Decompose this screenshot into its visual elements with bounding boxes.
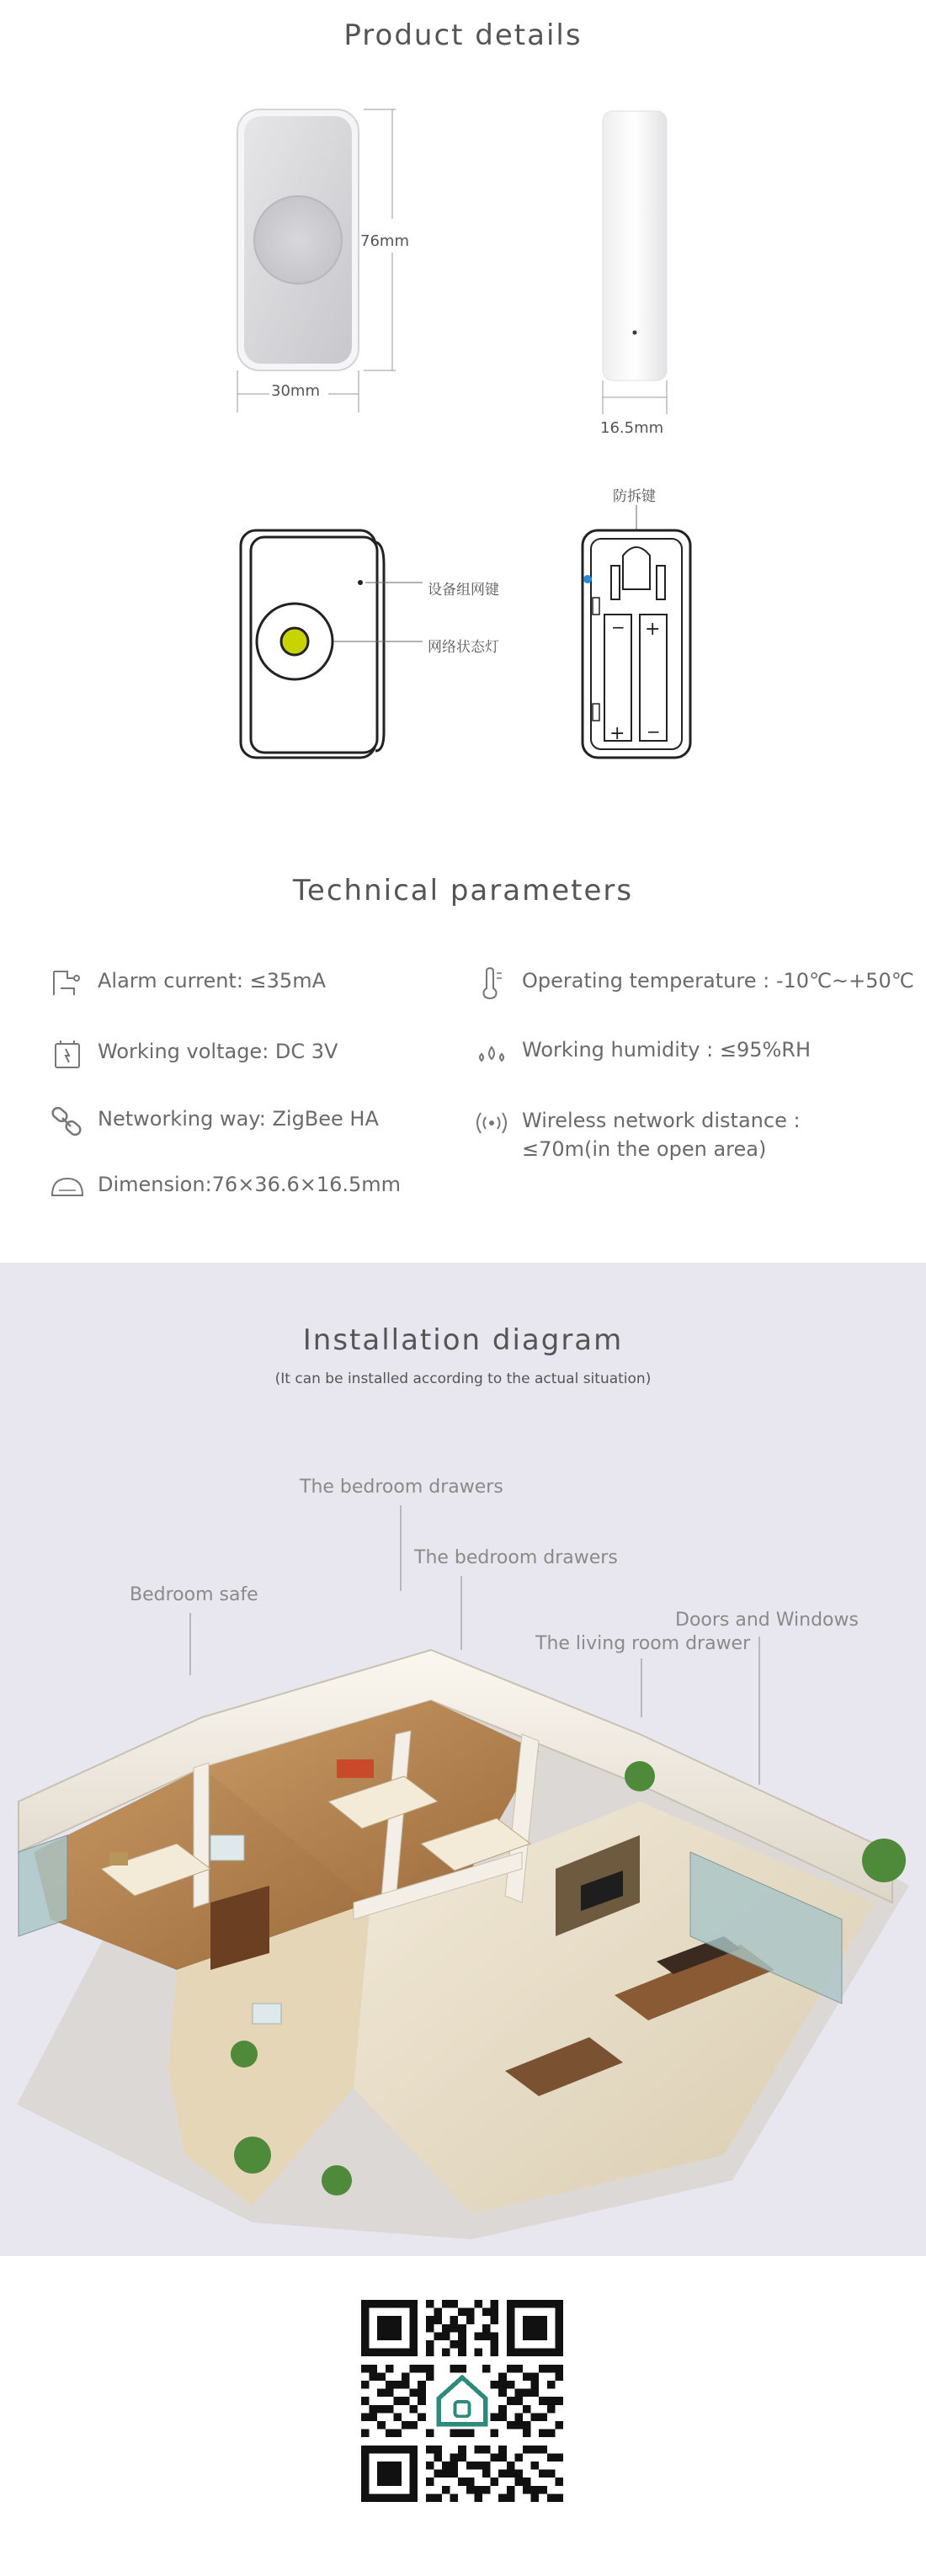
product-details-title: Product details <box>343 19 583 52</box>
svg-text:−: − <box>647 721 661 742</box>
param-text: Alarm current: ≤35mA <box>98 969 326 993</box>
sensor-front-view <box>219 101 421 421</box>
qr-code <box>361 2300 563 2502</box>
param-wireless-distance <box>473 1106 801 1163</box>
callout-bedroom-drawers-1: The bedroom drawers <box>300 1477 503 1498</box>
humidity-icon <box>473 1035 510 1069</box>
param-text: Working voltage: DC 3V <box>98 1040 338 1063</box>
callout-bedroom-safe: Bedroom safe <box>130 1584 258 1605</box>
param-text: Working humidity : ≤95%RH <box>522 1038 812 1062</box>
depth-dimension-label: 16.5mm <box>600 419 664 437</box>
sensor-side-view <box>589 101 690 421</box>
callout-bedroom-drawers-2: The bedroom drawers <box>414 1547 618 1568</box>
param-working-voltage <box>49 1037 338 1071</box>
callout-doors-windows: Doors and Windows <box>675 1610 859 1631</box>
param-text: Operating temperature : -10℃~+50℃ <box>522 969 914 993</box>
installation-subtitle: (It can be installed according to the actual situation) <box>274 1370 652 1387</box>
sensor-line-drawing-back <box>572 505 707 766</box>
param-dimension <box>49 1170 401 1204</box>
param-operating-temperature <box>473 966 914 1000</box>
height-dimension-label: 76mm <box>360 232 409 250</box>
status-light-label: 网络状态灯 <box>428 639 499 656</box>
param-alarm-current <box>49 966 326 1000</box>
sensor-line-drawing-front <box>227 514 438 766</box>
callout-living-room-drawer: The living room drawer <box>535 1633 751 1654</box>
technical-parameters-title: Technical parameters <box>292 874 634 907</box>
param-networking-way <box>49 1104 379 1138</box>
svg-text:+: + <box>645 619 661 640</box>
wireless-icon <box>473 1106 510 1140</box>
thermometer-icon <box>473 966 510 1000</box>
svg-text:+: + <box>609 723 625 744</box>
tamper-key-label: 防拆键 <box>613 488 656 505</box>
link-icon <box>49 1104 86 1138</box>
param-text-2: ≤70m(in the open area) <box>522 1137 767 1161</box>
param-text-block <box>522 1106 801 1163</box>
installation-title: Installation diagram <box>302 1323 624 1357</box>
pairing-key-label: 设备组网键 <box>428 582 499 599</box>
battery-voltage-icon <box>49 1037 86 1071</box>
param-text: Wireless network distance : <box>522 1109 801 1132</box>
param-working-humidity <box>473 1035 811 1069</box>
dimension-icon <box>49 1170 86 1204</box>
param-text: Networking way: ZigBee HA <box>98 1107 379 1131</box>
width-dimension-label: 30mm <box>271 382 320 400</box>
alarm-current-icon <box>49 966 86 1000</box>
param-text: Dimension:76×36.6×16.5mm <box>98 1173 402 1196</box>
svg-text:−: − <box>611 617 625 637</box>
apartment-floorplan-illustration <box>0 1263 926 2256</box>
